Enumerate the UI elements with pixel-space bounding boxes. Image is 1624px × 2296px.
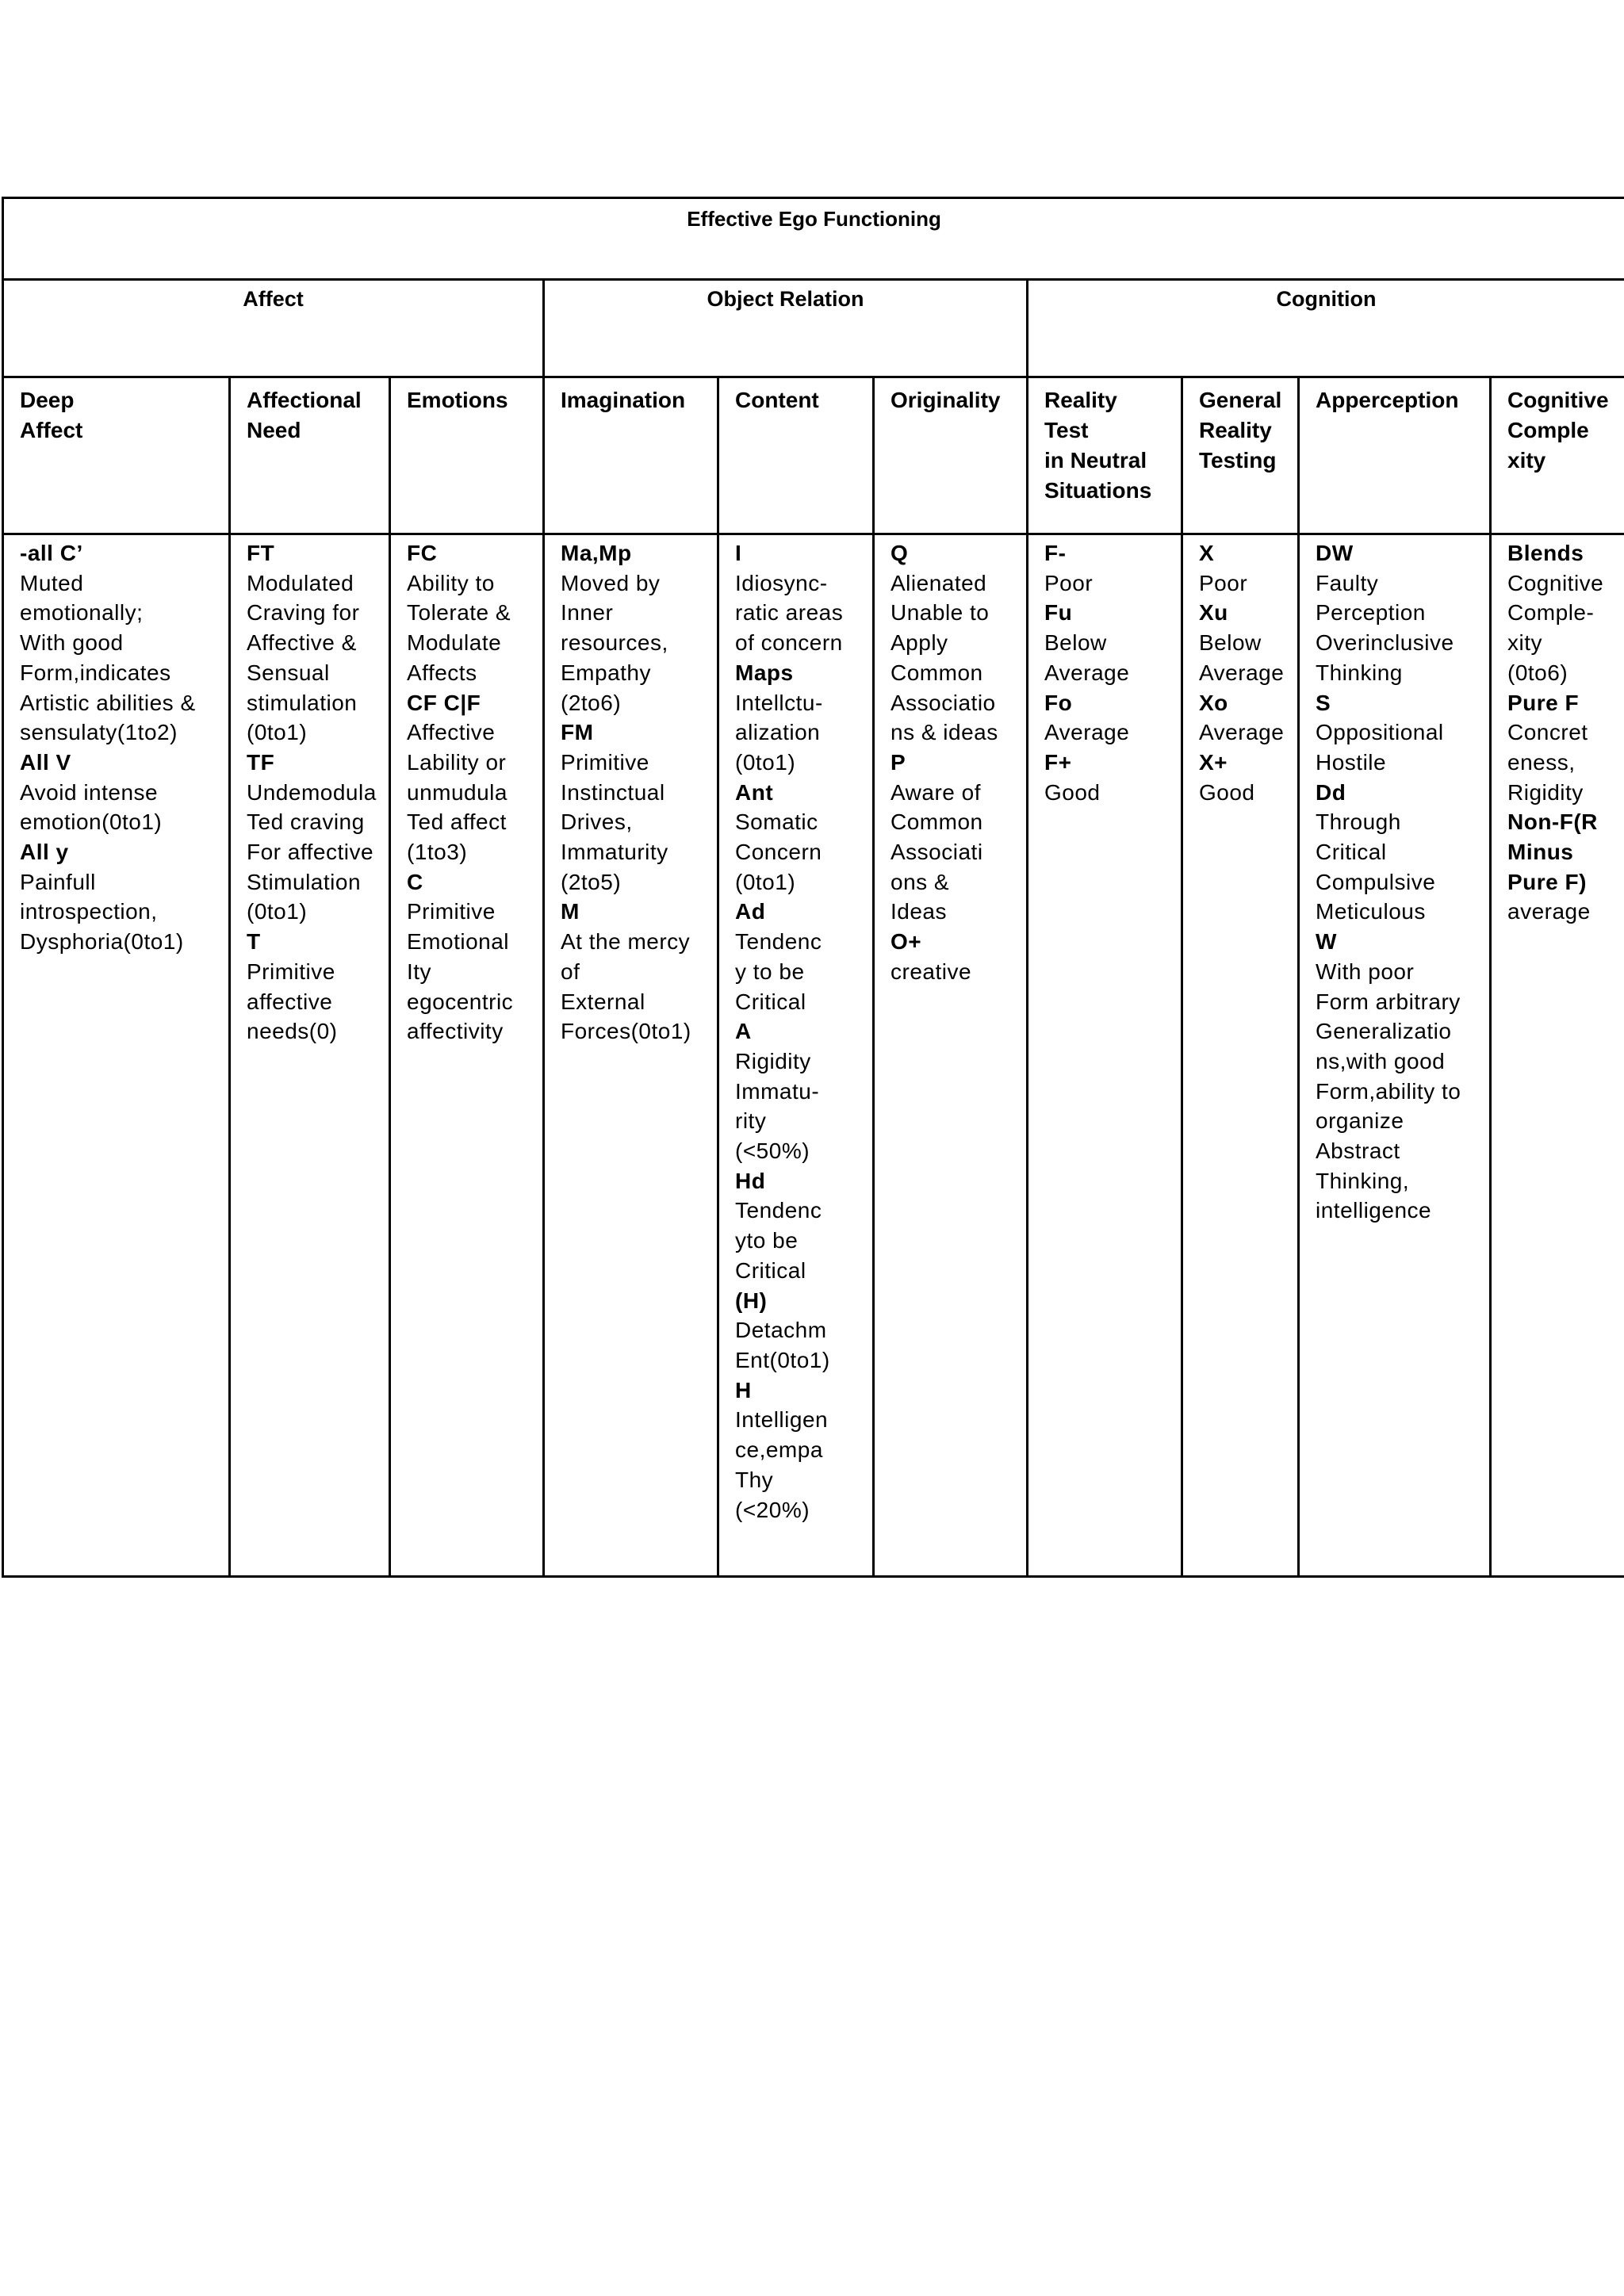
score-code: C [407, 869, 423, 894]
column-header-line: Content [735, 388, 819, 412]
score-description-line: Primitive [247, 959, 335, 984]
score-description-line: (0to1) [735, 749, 796, 775]
score-code: FM [561, 720, 594, 745]
column-body-content [718, 534, 874, 1577]
score-description-line: rity [735, 1108, 767, 1134]
score-description-line: of [561, 959, 580, 984]
score-code: Ad [735, 899, 766, 924]
score-description-line: (0to6) [1507, 660, 1568, 685]
score-description-line: External [561, 989, 645, 1014]
score-code: -all C’ [20, 541, 83, 565]
column-header-line: Need [247, 418, 301, 442]
score-description-line: (<50%) [735, 1138, 810, 1164]
score-description-line: Artistic abilities & [20, 690, 196, 715]
score-code: Ma,Mp [561, 541, 632, 565]
score-description-line: Painfull [20, 869, 96, 894]
score-description-line: Average [1044, 660, 1130, 685]
score-description-line: Avoid intense [20, 779, 159, 805]
column-header-line: Affect [20, 418, 83, 442]
score-description-line: Detachm [735, 1318, 827, 1343]
score-description-line: (2to6) [561, 690, 622, 715]
score-description-line: ons & [891, 869, 950, 894]
column-header-line: Cognitive [1507, 388, 1609, 412]
score-description-line: (<20%) [735, 1497, 810, 1522]
column-header-line: Comple [1507, 418, 1589, 442]
score-description-line: needs(0) [247, 1019, 338, 1044]
score-description-line: At the mercy [561, 929, 691, 955]
score-code: Xo [1199, 690, 1228, 715]
score-description-line: emotion(0to1) [20, 809, 163, 835]
score-description-line: Intelligen [735, 1407, 829, 1433]
score-code: DW [1316, 541, 1354, 565]
score-code: X [1199, 541, 1215, 565]
score-description-line: ns,with good [1316, 1048, 1446, 1073]
score-description-line: Meticulous [1316, 899, 1426, 924]
column-body-deep-affect [3, 534, 230, 1577]
column-header-emotions [390, 377, 544, 534]
score-description-line: Average [1199, 720, 1285, 745]
ego-functioning-table [2, 197, 1624, 1578]
score-description-line: Modulate [407, 630, 502, 656]
table-title-cell [3, 198, 1624, 280]
score-code: Maps [735, 660, 794, 685]
score-description-line: (0to1) [735, 869, 796, 894]
column-header-reality-test [1028, 377, 1182, 534]
score-description-line: Average [1044, 720, 1130, 745]
score-description-line: ce,empa [735, 1437, 823, 1463]
score-description-line: Concret [1507, 720, 1588, 745]
score-description-line: Thinking, [1316, 1168, 1410, 1193]
score-description-line: organize [1316, 1108, 1404, 1134]
group-header-cell [3, 280, 544, 377]
score-description-line: Affective & [247, 630, 357, 656]
score-code: H [735, 1377, 752, 1402]
score-code: Dd [1316, 779, 1346, 805]
score-description-line: ratic areas [735, 600, 844, 626]
score-description-line: Ted affect [407, 809, 507, 835]
score-description-line: Affective [407, 720, 496, 745]
score-description-line: Immatu- [735, 1078, 820, 1104]
score-code: Fu [1044, 600, 1073, 626]
column-header-row [3, 377, 1624, 534]
score-description-line: Instinctual [561, 779, 665, 805]
score-description-line: Critical [1316, 840, 1387, 865]
score-description-line: Cognitive [1507, 570, 1604, 595]
column-body-reality-test [1028, 534, 1182, 1577]
group-header-cell [1028, 280, 1624, 377]
group-header-label: Affect [243, 287, 304, 311]
score-description-line: Alienated [891, 570, 987, 595]
score-code: (H) [735, 1288, 768, 1313]
score-description-line: Compulsive [1316, 869, 1436, 894]
score-description-line: Abstract [1316, 1138, 1400, 1164]
score-description-line: affectivity [407, 1019, 504, 1044]
score-code: P [891, 749, 906, 775]
score-description-line: Concern [735, 840, 822, 865]
score-description-line: Apply [891, 630, 948, 656]
column-body-imagination [544, 534, 718, 1577]
score-description-line: Ability to [407, 570, 495, 595]
score-description-line: Rigidity [735, 1048, 811, 1073]
score-description-line: creative [891, 959, 972, 984]
score-description-line: Oppositional [1316, 720, 1444, 745]
column-header-line: Imagination [561, 388, 686, 412]
score-description-line: Good [1044, 779, 1101, 805]
score-description-line: intelligence [1316, 1198, 1432, 1223]
column-header-deep-affect [3, 377, 230, 534]
score-code: M [561, 899, 580, 924]
score-description-line: emotionally; [20, 600, 144, 626]
score-description-line: Form,indicates [20, 660, 171, 685]
score-code: T [247, 929, 261, 955]
score-description-line: Undemodula [247, 779, 377, 805]
column-body-general-reality-testing [1182, 534, 1299, 1577]
score-code: Pure F) [1507, 869, 1587, 894]
score-code: Non-F(R [1507, 809, 1598, 835]
score-description-line: Associatio [891, 690, 996, 715]
score-code: Ant [735, 779, 774, 805]
column-body-affectional-need [230, 534, 390, 1577]
score-description-line: Idiosync- [735, 570, 828, 595]
score-description-line: Generalizatio [1316, 1019, 1452, 1044]
score-description-line: Critical [735, 989, 806, 1014]
score-code: I [735, 541, 742, 565]
score-description-line: Form,ability to [1316, 1078, 1461, 1104]
score-code: Minus [1507, 840, 1574, 865]
score-description-line: Ideas [891, 899, 947, 924]
score-description-line: Thy [735, 1467, 774, 1492]
score-code: F+ [1044, 749, 1072, 775]
score-description-line: With good [20, 630, 124, 656]
score-description-line: yto be [735, 1228, 799, 1253]
score-code: All V [20, 749, 71, 775]
score-description-line: unmudula [407, 779, 508, 805]
group-header-label: Cognition [1276, 287, 1377, 311]
score-description-line: Affects [407, 660, 477, 685]
score-description-line: Common [891, 660, 983, 685]
score-description-line: alization [735, 720, 821, 745]
score-description-line: Primitive [407, 899, 496, 924]
score-description-line: (0to1) [247, 899, 308, 924]
score-description-line: Stimulation [247, 869, 362, 894]
score-description-line: Below [1199, 630, 1262, 656]
score-description-line: Through [1316, 809, 1401, 835]
score-description-line: Perception [1316, 600, 1426, 626]
score-description-line: Faulty [1316, 570, 1379, 595]
score-code: FT [247, 541, 275, 565]
score-code: S [1316, 690, 1331, 715]
score-code: All y [20, 840, 69, 865]
score-description-line: Empathy [561, 660, 651, 685]
column-body-apperception [1299, 534, 1491, 1577]
title-row [3, 198, 1624, 280]
score-code: Hd [735, 1168, 766, 1193]
score-description-line: Immaturity [561, 840, 668, 865]
column-header-cognitive-complexity [1491, 377, 1624, 534]
group-header-cell [544, 280, 1028, 377]
score-description-line: Tendenc [735, 929, 822, 955]
score-description-line: Rigidity [1507, 779, 1584, 805]
score-description-line: resources, [561, 630, 668, 656]
score-code: TF [247, 749, 275, 775]
score-description-line: For affective [247, 840, 374, 865]
column-header-line: Situations [1044, 478, 1152, 503]
score-code: Q [891, 541, 909, 565]
score-description-line: Ted craving [247, 809, 365, 835]
column-header-line: Reality [1199, 418, 1272, 442]
score-description-line: Muted [20, 570, 84, 595]
score-description-line: xity [1507, 630, 1542, 656]
table-title: Effective Ego Functioning [687, 207, 941, 231]
score-code: CF C|F [407, 690, 481, 715]
column-header-line: Apperception [1316, 388, 1459, 412]
score-description-line: stimulation [247, 690, 358, 715]
column-header-general-reality-testing [1182, 377, 1299, 534]
column-header-originality [874, 377, 1028, 534]
column-body-emotions [390, 534, 544, 1577]
score-description-line: Associati [891, 840, 983, 865]
score-description-line: Aware of [891, 779, 981, 805]
score-description-line: Below [1044, 630, 1107, 656]
score-description-line: y to be [735, 959, 805, 984]
score-code: Xu [1199, 600, 1228, 626]
column-header-content [718, 377, 874, 534]
score-description-line: eness, [1507, 749, 1576, 775]
score-description-line: Poor [1199, 570, 1248, 595]
score-description-line: sensulaty(1to2) [20, 720, 178, 745]
score-description-line: Ent(0to1) [735, 1347, 830, 1372]
score-description-line: (1to3) [407, 840, 468, 865]
column-body-cognitive-complexity [1491, 534, 1624, 1577]
column-header-affectional-need [230, 377, 390, 534]
column-header-line: Reality Test [1044, 388, 1117, 442]
score-description-line: Poor [1044, 570, 1094, 595]
column-header-line: xity [1507, 448, 1546, 473]
score-description-line: Common [891, 809, 983, 835]
score-description-line: Primitive [561, 749, 649, 775]
column-body-originality [874, 534, 1028, 1577]
column-header-line: General [1199, 388, 1282, 412]
score-description-line: Tolerate & [407, 600, 511, 626]
score-code: Pure F [1507, 690, 1580, 715]
score-description-line: average [1507, 899, 1591, 924]
score-description-line: Overinclusive [1316, 630, 1454, 656]
table-body-row [3, 534, 1624, 1577]
score-code: A [735, 1019, 752, 1044]
score-code: W [1316, 929, 1337, 955]
score-description-line: Average [1199, 660, 1285, 685]
score-description-line: Dysphoria(0to1) [20, 929, 184, 955]
column-header-apperception [1299, 377, 1491, 534]
score-description-line: Good [1199, 779, 1255, 805]
score-description-line: egocentric [407, 989, 514, 1014]
score-code: Blends [1507, 541, 1584, 565]
score-description-line: Moved by [561, 570, 661, 595]
column-header-line: Affectional [247, 388, 362, 412]
score-description-line: Hostile [1316, 749, 1387, 775]
column-header-line: Originality [891, 388, 1001, 412]
score-code: FC [407, 541, 438, 565]
score-description-line: With poor [1316, 959, 1415, 984]
score-description-line: Somatic [735, 809, 818, 835]
column-header-line: Deep [20, 388, 75, 412]
score-code: F- [1044, 541, 1067, 565]
score-description-line: Ity [407, 959, 432, 984]
score-description-line: affective [247, 989, 333, 1014]
score-description-line: Drives, [561, 809, 633, 835]
score-description-line: Unable to [891, 600, 990, 626]
score-description-line: Comple- [1507, 600, 1595, 626]
score-description-line: of concern [735, 630, 843, 656]
score-description-line: Modulated [247, 570, 354, 595]
score-description-line: ns & ideas [891, 720, 998, 745]
score-description-line: (2to5) [561, 869, 622, 894]
score-description-line: introspection, [20, 899, 158, 924]
score-description-line: (0to1) [247, 720, 308, 745]
score-description-line: Critical [735, 1257, 806, 1283]
column-header-line: Testing [1199, 448, 1277, 473]
score-description-line: Form arbitrary [1316, 989, 1461, 1014]
group-header-row [3, 280, 1624, 377]
score-description-line: Lability or [407, 749, 507, 775]
score-description-line: Forces(0to1) [561, 1019, 691, 1044]
score-description-line: Intellctu- [735, 690, 823, 715]
score-code: Fo [1044, 690, 1073, 715]
score-description-line: Thinking [1316, 660, 1403, 685]
score-description-line: Sensual [247, 660, 330, 685]
score-code: X+ [1199, 749, 1228, 775]
score-description-line: Tendenc [735, 1198, 822, 1223]
score-description-line: Craving for [247, 600, 360, 626]
column-header-imagination [544, 377, 718, 534]
group-header-label: Object Relation [707, 287, 864, 311]
score-description-line: Emotional [407, 929, 510, 955]
column-header-line: Emotions [407, 388, 508, 412]
column-header-line: in Neutral [1044, 448, 1147, 473]
score-description-line: Inner [561, 600, 614, 626]
score-code: O+ [891, 929, 922, 955]
